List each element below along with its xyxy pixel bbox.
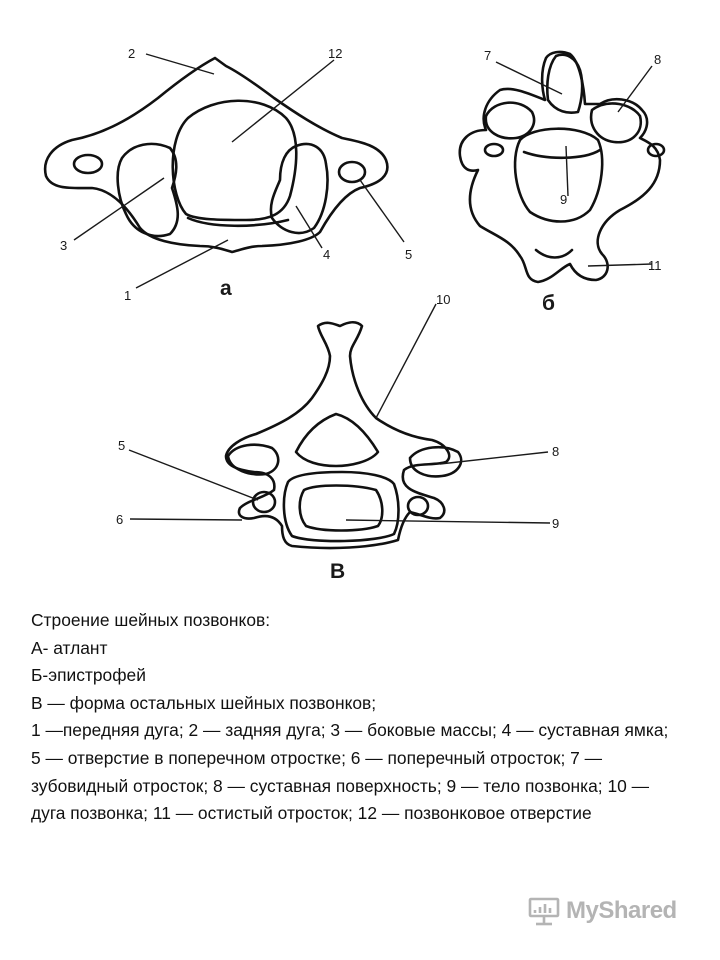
callout-b-10: 10 <box>436 292 451 307</box>
callout-b-7: 7 <box>484 48 492 63</box>
axis-left-foramen <box>485 144 503 156</box>
callout-a-3: 3 <box>60 238 68 253</box>
presentation-board-icon <box>526 896 562 926</box>
typical-right-transverse-foramen <box>408 497 428 515</box>
caption-title: Строение шейных позвонков: <box>31 610 271 630</box>
axis-dens <box>547 55 582 113</box>
caption-atlas: А- атлант <box>31 637 108 658</box>
figure-label-b: б <box>542 292 555 315</box>
callout-a-4: 4 <box>323 247 331 262</box>
axis-outline <box>460 52 660 282</box>
atlas-vertebral-foramen <box>173 101 297 220</box>
caption-typical: В — форма остальных шейных позвонков; <box>31 692 377 713</box>
typical-right-articular-surface <box>410 447 461 476</box>
callout-a-12: 12 <box>328 46 343 61</box>
callout-a-5: 5 <box>405 247 413 262</box>
typical-vertebral-foramen <box>296 414 378 466</box>
callout-b-8: 8 <box>654 52 662 67</box>
caption-legend: 1 —передняя дуга; 2 — задняя дуга; 3 — боковые массы; 4 — суставная ямка; 5 — отверстие в поперечном отростке; 6 — поперечный отросток; 7 — зубовидный отросток; 8 — суставная поверхность; 9 — тело позвонка; 10 — дуга позвонка; 11 — остистый отросток; 12 — позвонковое отверстие <box>31 720 674 824</box>
myshared-watermark <box>526 896 677 926</box>
callout-v-9: 9 <box>552 516 560 531</box>
watermark-text: MyShared <box>566 897 677 924</box>
axis-body <box>515 129 602 222</box>
leader-lines <box>74 54 652 523</box>
caption-axis: Б-эпистрофей <box>31 665 146 686</box>
callout-a-2: 2 <box>128 46 136 61</box>
callout-a-1: 1 <box>124 288 132 303</box>
callout-v-6: 6 <box>116 512 124 527</box>
atlas-outline <box>45 58 387 252</box>
figure-label-v: В <box>330 560 346 583</box>
callout-b-11: 11 <box>648 258 662 273</box>
axis-spinous-notch <box>536 250 572 258</box>
axis-body-line <box>524 150 600 158</box>
figure-label-a: а <box>220 277 232 300</box>
typical-body-inner <box>300 486 383 531</box>
atlas-left-transverse-foramen <box>74 155 102 173</box>
callout-b-9: 9 <box>560 192 568 207</box>
atlas-right-lateral-mass <box>271 144 328 233</box>
axis-right-articular-surface <box>591 103 641 142</box>
callout-v-8: 8 <box>552 444 560 459</box>
typical-left-articular-surface <box>228 445 278 475</box>
axis-left-articular-surface <box>486 103 534 139</box>
callout-v-5: 5 <box>118 438 126 453</box>
axis-figure <box>460 52 664 282</box>
atlas-figure <box>45 58 387 252</box>
caption <box>31 607 681 828</box>
typical-vertebra-figure <box>226 322 461 548</box>
atlas-right-transverse-foramen <box>339 162 365 182</box>
